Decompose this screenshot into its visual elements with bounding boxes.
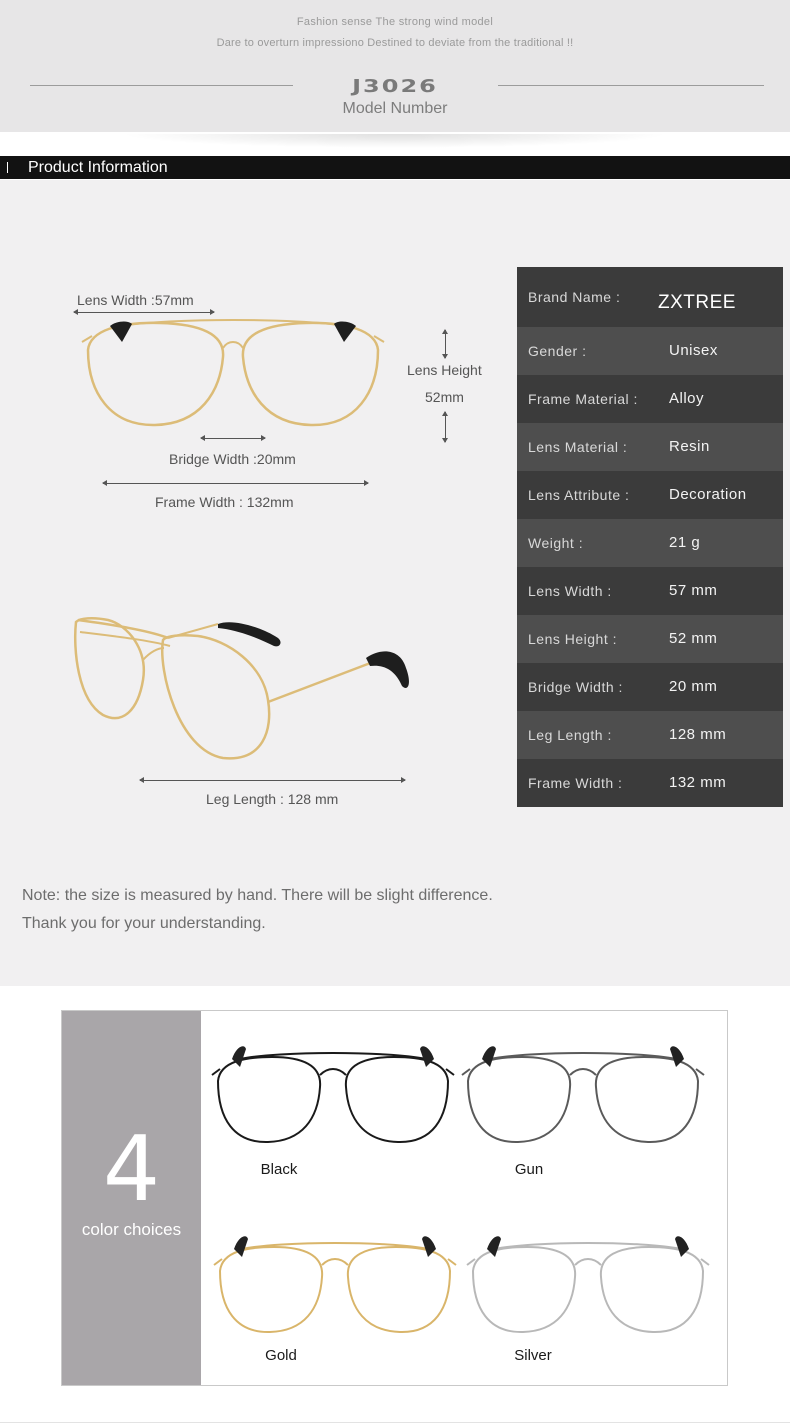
glasses-front-view [80, 312, 400, 437]
header-shadow [120, 134, 670, 148]
color-count: 4 [102, 1117, 161, 1222]
specifications-table [517, 267, 783, 807]
color-choices-label: color choices [81, 1220, 182, 1239]
spec-key: Bridge Width : [528, 679, 623, 695]
spec-value: Resin [669, 438, 710, 455]
spec-value: ZXTREE [658, 292, 736, 313]
color-choices-panel [61, 1010, 728, 1386]
spec-value: 132 mm [669, 774, 727, 791]
lens-height-arrow-top [445, 330, 446, 358]
spec-row [517, 615, 783, 663]
leg-length-label: Leg Length : 128 mm [206, 791, 339, 807]
spec-key: Frame Material : [528, 391, 638, 407]
lens-width-arrow [74, 312, 214, 313]
spec-key: Gender : [528, 343, 587, 359]
spec-value: 52 mm [669, 630, 718, 647]
spec-key: Lens Height : [528, 631, 617, 647]
lens-height-arrow-bottom [445, 412, 446, 442]
section-title: Product Information [28, 159, 168, 176]
spec-row [517, 711, 783, 759]
tagline-1: Fashion sense The strong wind model [296, 16, 494, 28]
spec-row [517, 663, 783, 711]
side-right-lens [162, 635, 269, 758]
color-label-gold: Gold [265, 1347, 297, 1364]
color-label-black: Black [260, 1161, 298, 1178]
color-count-panel [62, 1011, 201, 1385]
spec-row [517, 375, 783, 423]
spec-value: Decoration [669, 486, 747, 503]
spec-value: 21 g [669, 534, 701, 551]
side-far-temple-tip [218, 622, 281, 646]
section-marker [7, 162, 8, 173]
header-banner [0, 0, 790, 132]
spec-key: Lens Material : [528, 439, 628, 455]
spec-key: Frame Width : [528, 775, 623, 791]
glasses-side-view [68, 610, 418, 770]
model-code: J3026 [352, 75, 438, 97]
bottom-divider [0, 1422, 790, 1423]
spec-value: 128 mm [669, 726, 727, 743]
model-number-label: Model Number [342, 100, 448, 117]
bridge-width-label: Bridge Width :20mm [169, 451, 296, 467]
lens-height-value: 52mm [425, 389, 464, 405]
spec-key: Lens Width : [528, 583, 612, 599]
note-line-2: Thank you for your understanding. [22, 915, 266, 932]
note-line-1: Note: the size is measured by hand. There will be slight difference. [22, 887, 493, 904]
leg-length-arrow [140, 780, 405, 781]
bridge-width-arrow [201, 438, 265, 439]
spec-key: Weight : [528, 535, 584, 551]
spec-row [517, 759, 783, 807]
color-label-silver: Silver [514, 1347, 552, 1364]
spec-row [517, 267, 783, 327]
side-near-temple-tip [366, 651, 409, 688]
tagline-2: Dare to overturn impressiono Destined to deviate from the traditional !! [216, 37, 574, 49]
spec-key: Leg Length : [528, 727, 612, 743]
left-temple-tip [110, 322, 132, 342]
glasses-swatch-black [210, 1039, 460, 1154]
spec-row [517, 327, 783, 375]
spec-value: Unisex [669, 342, 718, 359]
spec-value: Alloy [669, 390, 705, 407]
glasses-swatch-gold [212, 1229, 462, 1344]
glasses-swatch-gun [460, 1039, 710, 1154]
right-lens-rim [243, 323, 378, 425]
glasses-swatch-silver [465, 1229, 715, 1344]
lens-width-label: Lens Width :57mm [77, 292, 194, 308]
spec-row [517, 519, 783, 567]
spec-row [517, 471, 783, 519]
frame-width-arrow [103, 483, 368, 484]
spec-key: Brand Name : [528, 289, 621, 305]
right-temple-tip [334, 322, 356, 342]
spec-key: Lens Attribute : [528, 487, 630, 503]
spec-value: 57 mm [669, 582, 718, 599]
lens-height-label: Lens Height [407, 362, 482, 378]
frame-width-label: Frame Width : 132mm [155, 494, 294, 510]
spec-row [517, 567, 783, 615]
section-title-bar [0, 156, 790, 179]
color-label-gun: Gun [514, 1161, 544, 1178]
left-lens-rim [88, 323, 223, 425]
spec-row [517, 423, 783, 471]
spec-value: 20 mm [669, 678, 718, 695]
